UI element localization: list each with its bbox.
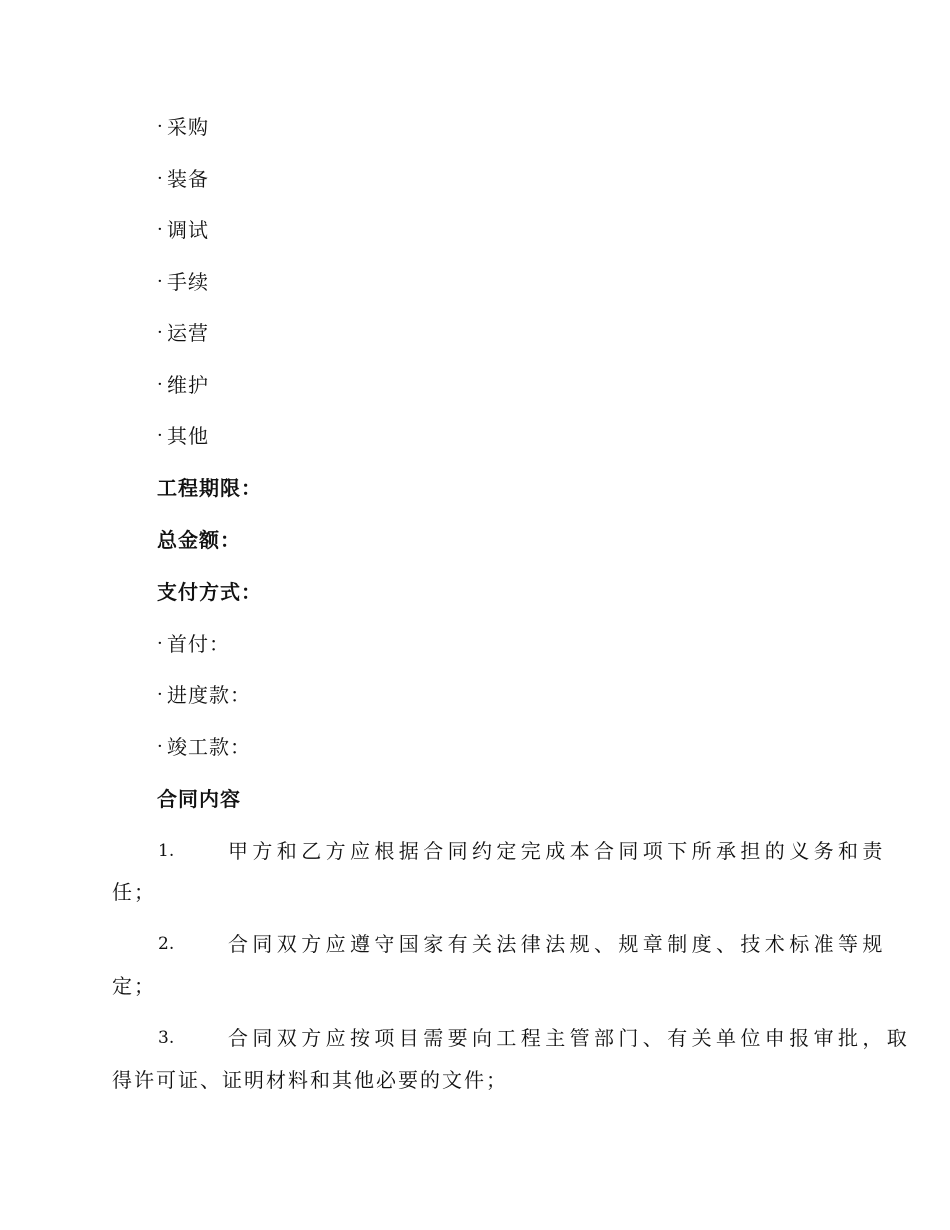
bullet-item-equipment (157, 167, 209, 191)
clause-number: 2. (158, 934, 175, 954)
clause-text-line2: 任； (112, 880, 156, 904)
bullet-item-maintenance (157, 373, 209, 397)
bullet-item-other (157, 424, 209, 448)
bullet-text: 装备 (167, 167, 209, 191)
bullet-dot: · (157, 116, 164, 137)
bullet-item-operation (157, 321, 209, 345)
bullet-text: 维护 (167, 373, 209, 397)
bullet-dot: · (157, 322, 164, 343)
bullet-dot: · (157, 684, 164, 705)
clause-text-line1: 合同双方应按项目需要向工程主管部门、有关单位申报审批，取 (228, 1026, 912, 1050)
payment-item-progress (157, 683, 251, 707)
bullet-text: 运营 (167, 321, 209, 345)
clause-text-line1: 合同双方应遵守国家有关法律法规、规章制度、技术标准等规 (228, 932, 887, 956)
bullet-text: 其他 (167, 424, 209, 448)
bullet-dot: · (157, 219, 164, 240)
heading-contract-content: 合同内容 (157, 787, 241, 811)
bullet-text: 手续 (167, 270, 209, 294)
bullet-dot: · (157, 271, 164, 292)
bullet-item-debugging (157, 218, 209, 242)
clause-text-line2: 定； (112, 974, 156, 998)
bullet-item-purchase (157, 115, 209, 139)
heading-total-amount: 总金额： (157, 528, 241, 552)
payment-text: 进度款： (167, 683, 251, 707)
clause-number: 3. (158, 1028, 175, 1048)
payment-item-completion (157, 735, 251, 759)
bullet-text: 调试 (167, 218, 209, 242)
payment-text: 首付： (167, 632, 230, 656)
heading-duration: 工程期限： (157, 476, 262, 500)
bullet-dot: · (157, 374, 164, 395)
bullet-dot: · (157, 168, 164, 189)
bullet-item-procedures (157, 270, 209, 294)
payment-item-down-payment (157, 632, 230, 656)
clause-text-line1: 甲方和乙方应根据合同约定完成本合同项下所承担的义务和责 (228, 839, 887, 863)
payment-text: 竣工款： (167, 735, 251, 759)
clause-text-line2: 得许可证、证明材料和其他必要的文件； (112, 1068, 508, 1092)
heading-payment-method: 支付方式： (157, 580, 262, 604)
bullet-dot: · (157, 633, 164, 654)
clause-number: 1. (158, 841, 175, 861)
bullet-dot: · (157, 736, 164, 757)
bullet-dot: · (157, 425, 164, 446)
bullet-text: 采购 (167, 115, 209, 139)
